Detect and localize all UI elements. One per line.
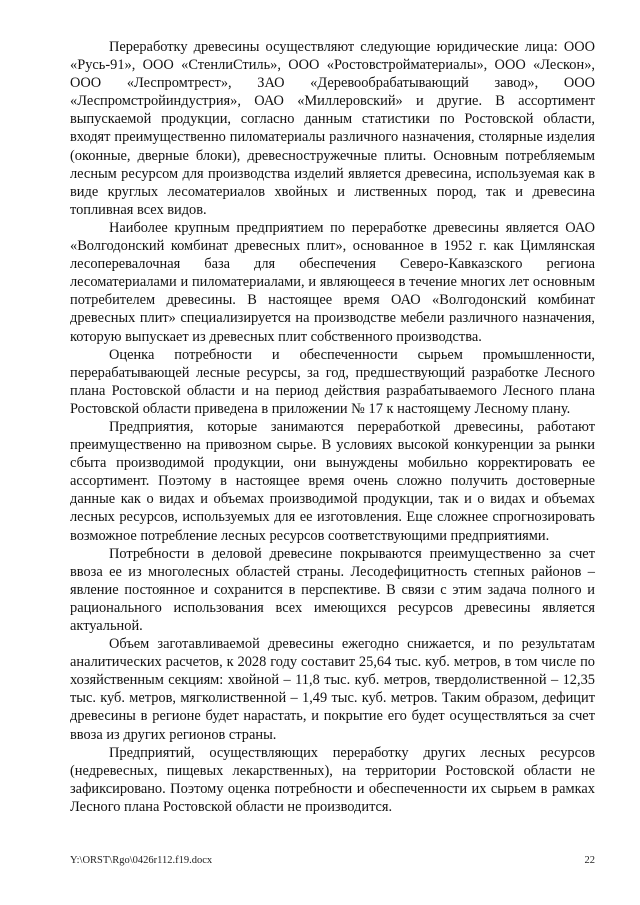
paragraph-demand-assessment: Оценка потребности и обеспеченности сырьем промышленности, перерабатывающей лесные ресурсы, за год, предшествующий разработке Лесного плана Ростовской области и на период действия разрабатываемого Лесного плана Ростовской области приведена в приложении № 17 к настоящему Лесному плану. <box>70 346 595 417</box>
document-body <box>70 38 595 816</box>
footer-file-path: Y:\ORST\Rgo\0426r112.f19.docx <box>70 855 213 866</box>
paragraph-processing-companies: Переработку древесины осуществляют следующие юридические лица: ООО «Русь-91», ООО «СтенлиСтиль», ООО «Ростовстройматериалы», ООО «Лескон», ООО «Леспромтрест», ЗАО «Деревообрабатывающий завод», ООО «Леспромстройиндустрия», ОАО «Миллеровский» и другие. В ассортимент выпускаемой продукции, согласно данным статистики по Ростовской области, входят преимущественно пиломатериалы различного назначения, столярные изделия (оконные, дверные блоки), древесностружечные плиты. Основным потребляемым лесным ресурсом для производства изделий является древесина, используемая как в виде круглых лесоматериалов хвойных и лиственных пород, так и древесина топливная всех видов. <box>70 39 595 218</box>
paragraph-other-forest-resources: Предприятий, осуществляющих переработку других лесных ресурсов (недревесных, пищевых лекарственных), на территории Ростовской области не зафиксировано. Поэтому оценка потребности и обеспеченности их сырьем в рамках Лесного плана Ростовской области не производится. <box>70 744 595 815</box>
page-number: 22 <box>584 855 595 866</box>
paragraph-volgodonsk-plant: Наиболее крупным предприятием по переработке древесины является ОАО «Волгодонский комбинат древесных плит», основанное в 1952 г. как Цимлянская лесоперевалочная база для обеспечения Северо-Кавказского региона лесоматериалами и пиломатериалами, и являющееся в течение многих лет основным потребителем древесины. В настоящее время ОАО «Волгодонский комбинат древесных плит» специализируется на производстве мебели различного назначения, которую выпускает из древесных плит собственного производства. <box>70 219 595 345</box>
paragraph-harvest-volume: Объем заготавливаемой древесины ежегодно снижается, и по результатам аналитических расчетов, к 2028 году составит 25,64 тыс. куб. метров, в том числе по хозяйственным секциям: хвойной – 11,8 тыс. куб. метров, твердолиственной – 12,35 тыс. куб. метров, мягколиственной – 1,49 тыс. куб. метров. Таким образом, дефицит древесины в регионе будет нарастать, и покрытие его будет осуществляться за счет ввоза из других регионов страны. <box>70 636 595 743</box>
paragraph-imported-raw-materials: Предприятия, которые занимаются переработкой древесины, работают преимущественно на привозном сырье. В условиях высокой конкуренции за рынки сбыта производимой продукции, они вынуждены мобильно корректировать ее ассортимент. Поэтому в настоящее время очень сложно получить достоверные данные как о видах и объемах производимой продукции, так и о видах и объемах лесных ресурсов, используемых для ее изготовления. Еще сложнее спрогнозировать возможное потребление лесных ресурсов соответствующими предприятиями. <box>70 418 595 544</box>
paragraph-timber-demand: Потребности в деловой древесине покрываются преимущественно за счет ввоза ее из многолесных областей страны. Лесодефицитность степных районов – явление постоянное и сохранится в перспективе. В связи с этим задача полного и рационального использования всех имеющихся ресурсов древесины является актуальной. <box>70 545 595 634</box>
